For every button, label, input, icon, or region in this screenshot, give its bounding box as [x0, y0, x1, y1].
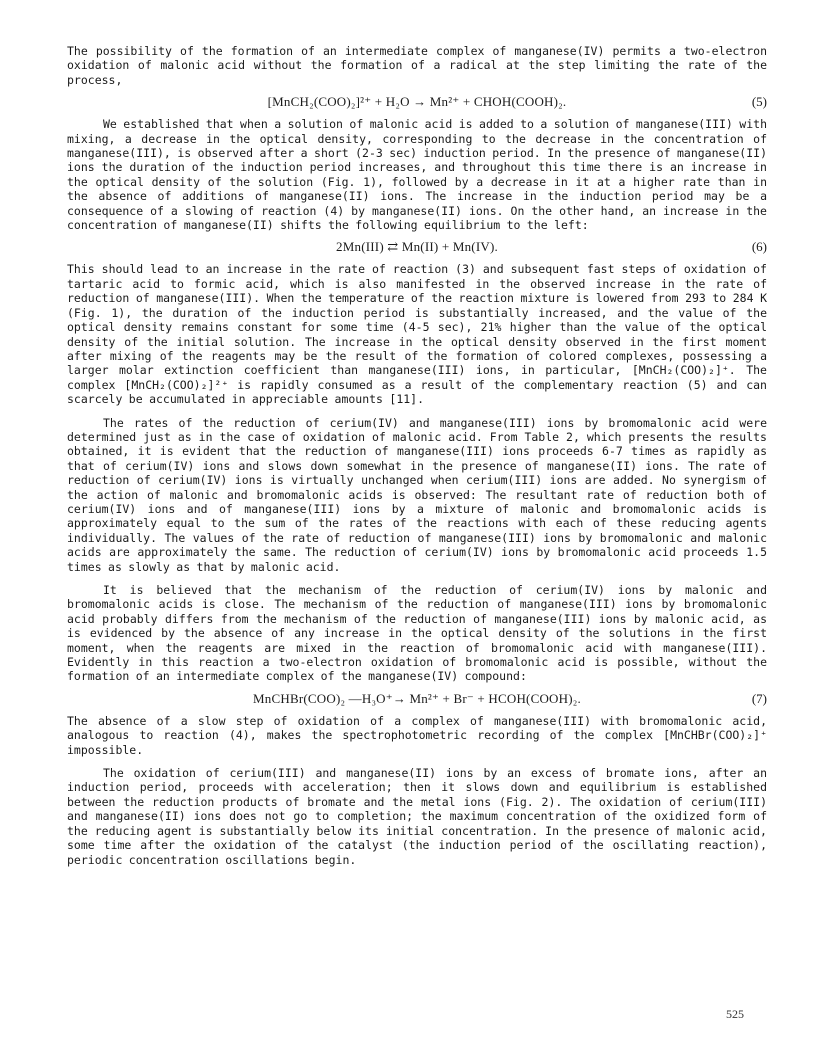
equation-5: [67, 87, 767, 117]
equation-6-formula: 2Mn(III) ⇄ Mn(II) + Mn(IV).: [336, 239, 498, 255]
paragraph-slow-step: [67, 714, 767, 757]
equation-7: [67, 684, 767, 714]
paragraph-intro: The possibility of the formation of an intermediate complex of manganese(IV) permits a two-electron oxidation of malonic acid without the formation of a radical at the step limiting the rate of the process,: [67, 44, 767, 87]
paragraph-temperature: [67, 262, 767, 406]
page-number: 525: [726, 1007, 744, 1021]
complex-formula-3: [MnCHBr(COO)₂]⁺: [663, 728, 767, 743]
equation-6-number: (6): [751, 239, 767, 255]
paragraph-bromomalonic-rates: The rates of the reduction of cerium(IV) and manganese(III) ions by bromomalonic acid were determined just as in the case of oxidation of malonic acid. From Table 2, which presents the results obtained, it is evident that the reduction of manganese(III) ions proceeds 6-7 times as rapidly as that of cerium(IV) ions and slows down somewhat in the presence of manganese(II) ions. The rate of reduction of cerium(IV) ions is virtually unchanged when cerium(III) ions are added. No synergism of the action of malonic and bromomalonic acids is observed: The resultant rate of reduction both of cerium(IV) ions and of manganese(III) ions by a mixture of malonic and bromomalonic acids is approximately equal to the sum of the rates of the reactions with each of these reducing agents individually. The values of the rate of reduction of manganese(III) ions by bromomalonic and malonic acids are approximately the same. The reduction of cerium(IV) ions by bromomalonic acid proceeds 1.5 times as slowly as that by malonic acid.: [67, 415, 767, 574]
equation-6: [67, 232, 767, 262]
paragraph-slow-step-text: The absence of a slow step of oxidation of a complex of manganese(III) with bromomalonic acid, analogous to reaction (4), makes the spectrophotometric recording of the complex: [67, 713, 767, 743]
complex-formula-2: [MnCH₂(COO)₂]²⁺: [124, 377, 229, 392]
equation-7-number: (7): [751, 690, 767, 706]
paragraph-induction-period: We established that when a solution of malonic acid is added to a solution of manganese(III) with mixing, a decrease in the optical density, corresponding to the decrease in the concentration of manganese(III), is observed after a short (2-3 sec) induction period. In the presence of manganese(II) ions the duration of the induction period increases, and throughout this time there is an increase in the optical density of the solution (Fig. 1), followed by a decrease in it at a higher rate than in the absence of additions of manganese(II) ions. The increase in the induction period may be a consequence of a slowing of reaction (4) by manganese(II) ions. On the other hand, an increase in the concentration of manganese(II) shifts the following equilibrium to the left:: [67, 117, 767, 233]
paragraph-temperature-text: This should lead to an increase in the rate of reaction (3) and subsequent fast steps of oxidation of tartaric acid to formic acid, which is also manifested in the observed increase in the rate of reduction of manganese(III). When the temperature of the reaction mixture is lowered from 293 to 284 K (Fig. 1), the duration of the induction period is substantially increased, and the value of the optical density remains constant for some time (4-5 sec), 21% higher than the value of the optical density of the initial solution. The increase in the optical density observed in the first moment after mixing of the reagents may be the result of the formation of colored complexes, possessing a larger molar extinction coefficient than manganese(III) ions, in particular,: [67, 262, 767, 378]
paragraph-temperature-end: is rapidly consumed as a result of the complementary reaction (5) and can scarcely be accumulated in appreciable amounts [11].: [67, 377, 767, 407]
equation-5-formula: [MnCH₂(COO)₂]²⁺ + H₂O → Mn²⁺ + CHOH(COOH)₂.: [267, 94, 567, 110]
equation-5-number: (5): [751, 94, 767, 110]
equation-7-formula: MnCHBr(COO)₂ —H₃O⁺→ Mn²⁺ + Br⁻ + HCOH(COOH)₂.: [253, 690, 581, 706]
paper-page: [67, 44, 767, 867]
paragraph-temperature-mid: The complex: [67, 363, 767, 392]
paragraph-bromate-oxidation: The oxidation of cerium(III) and manganese(II) ions by an excess of bromate ions, after an induction period, proceeds with acceleration; then it slows down and equilibrium is established between the reduction products of bromate and the metal ions (Fig. 2). The oxidation of cerium(III) and manganese(II) ions does not go to completion; the maximum concentration of the oxidized form of the reducing agent is substantially below its initial concentration. In the presence of malonic acid, some time after the oxidation of the catalyst (the induction period of the oscillating reaction), periodic concentration oscillations begin.: [67, 766, 767, 867]
paragraph-slow-step-end: impossible.: [67, 742, 144, 757]
paragraph-mechanism: It is believed that the mechanism of the reduction of cerium(IV) ions by malonic and bromomalonic acids is close. The mechanism of the reduction of manganese(III) ions by bromomalonic acid probably differs from the mechanism of the reduction of manganese(III) ions by malonic acid, as is evidenced by the absence of any increase in the optical density of the solutions in the first moment, when the reagents are mixed in the reaction of bromomalonic acid with manganese(III). Evidently in this reaction a two-electron oxidation of bromomalonic acid is possible, without the formation of an intermediate complex of the manganese(IV) compound:: [67, 583, 767, 684]
complex-formula-1: [MnCH₂(COO)₂]⁺.: [631, 363, 736, 378]
